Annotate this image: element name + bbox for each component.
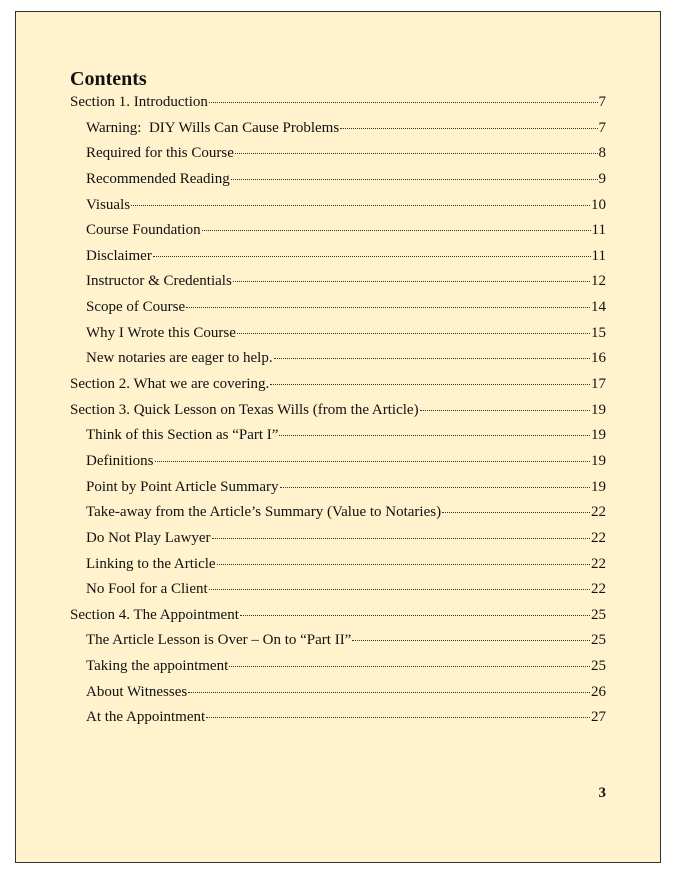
dot-leader bbox=[188, 692, 590, 693]
toc-subsection-entry[interactable] bbox=[70, 449, 606, 475]
toc-entry-title: About Witnesses bbox=[86, 683, 188, 700]
dot-leader bbox=[270, 384, 590, 385]
dot-leader bbox=[131, 205, 590, 206]
dot-leader bbox=[153, 256, 591, 257]
toc-subsection-entry[interactable] bbox=[70, 654, 606, 680]
toc-subsection-entry[interactable] bbox=[70, 141, 606, 167]
dot-leader bbox=[202, 230, 591, 231]
dot-leader bbox=[231, 179, 598, 180]
toc-subsection-entry[interactable] bbox=[70, 500, 606, 526]
toc-entry-title: Scope of Course bbox=[86, 299, 186, 316]
toc-subsection-entry[interactable] bbox=[70, 346, 606, 372]
toc-subsection-entry[interactable] bbox=[70, 552, 606, 578]
dot-leader bbox=[442, 512, 590, 513]
dot-leader bbox=[233, 281, 590, 282]
toc-entry-title: Required for this Course bbox=[86, 145, 234, 162]
toc-entry-page: 12 bbox=[591, 273, 606, 290]
toc-entry-title: Linking to the Article bbox=[86, 555, 216, 572]
toc-entry-title: Point by Point Article Summary bbox=[86, 478, 279, 495]
dot-leader bbox=[209, 102, 598, 103]
toc-subsection-entry[interactable] bbox=[70, 244, 606, 270]
dot-leader bbox=[240, 615, 590, 616]
dot-leader bbox=[212, 538, 590, 539]
dot-leader bbox=[229, 666, 590, 667]
toc-entry-page: 7 bbox=[598, 94, 606, 110]
dot-leader bbox=[206, 717, 590, 718]
toc-entry-page: 22 bbox=[591, 529, 606, 546]
toc-subsection-entry[interactable] bbox=[70, 628, 606, 654]
toc-entry-title: Recommended Reading bbox=[86, 170, 230, 187]
toc-entry-page: 22 bbox=[591, 504, 606, 521]
dot-leader bbox=[235, 153, 598, 154]
toc-subsection-entry[interactable] bbox=[70, 193, 606, 219]
table-of-contents bbox=[70, 90, 606, 731]
dot-leader bbox=[352, 640, 590, 641]
toc-entry-page: 27 bbox=[591, 709, 606, 726]
toc-entry-title: Taking the appointment bbox=[86, 658, 229, 675]
dot-leader bbox=[280, 487, 590, 488]
toc-entry-title: Visuals bbox=[86, 196, 131, 213]
toc-subsection-entry[interactable] bbox=[70, 218, 606, 244]
toc-subsection-entry[interactable] bbox=[70, 116, 606, 142]
dot-leader bbox=[274, 358, 590, 359]
toc-entry-title: Section 2. What we are covering. bbox=[70, 376, 270, 393]
toc-entry-title: Section 1. Introduction bbox=[70, 94, 208, 110]
toc-subsection-entry[interactable] bbox=[70, 526, 606, 552]
toc-subsection-entry[interactable] bbox=[70, 423, 606, 449]
page-number: 3 bbox=[598, 785, 606, 801]
toc-entry-title: Why I Wrote this Course bbox=[86, 324, 236, 341]
toc-entry-page: 11 bbox=[591, 247, 606, 264]
document-page bbox=[15, 11, 661, 863]
toc-entry-page: 16 bbox=[591, 350, 606, 367]
toc-entry-page: 25 bbox=[591, 606, 606, 623]
toc-subsection-entry[interactable] bbox=[70, 167, 606, 193]
toc-subsection-entry[interactable] bbox=[70, 680, 606, 706]
toc-entry-title: Take-away from the Article’s Summary (Value to Notaries) bbox=[86, 504, 442, 521]
toc-subsection-entry[interactable] bbox=[70, 321, 606, 347]
toc-entry-page: 10 bbox=[591, 196, 606, 213]
toc-entry-page: 25 bbox=[591, 658, 606, 675]
toc-entry-page: 19 bbox=[591, 401, 606, 418]
toc-entry-page: 17 bbox=[591, 376, 606, 393]
toc-entry-page: 11 bbox=[591, 222, 606, 239]
toc-entry-page: 19 bbox=[591, 452, 606, 469]
toc-entry-title: Instructor & Credentials bbox=[86, 273, 232, 290]
toc-entry-title: Think of this Section as “Part I” bbox=[86, 427, 279, 444]
toc-entry-title: Course Foundation bbox=[86, 222, 201, 239]
toc-entry-title: At the Appointment bbox=[86, 709, 206, 726]
toc-entry-title: Section 3. Quick Lesson on Texas Wills (from the Article) bbox=[70, 401, 419, 418]
toc-subsection-entry[interactable] bbox=[70, 295, 606, 321]
toc-entry-title: Definitions bbox=[86, 452, 154, 469]
toc-entry-page: 19 bbox=[591, 478, 606, 495]
toc-entry-title: Disclaimer bbox=[86, 247, 152, 264]
toc-entry-page: 19 bbox=[591, 427, 606, 444]
dot-leader bbox=[237, 333, 590, 334]
toc-entry-title: Section 4. The Appointment bbox=[70, 606, 239, 623]
toc-subsection-entry[interactable] bbox=[70, 475, 606, 501]
toc-entry-page: 7 bbox=[598, 119, 606, 136]
dot-leader bbox=[186, 307, 590, 308]
dot-leader bbox=[279, 435, 590, 436]
toc-entry-title: New notaries are eager to help. bbox=[86, 350, 273, 367]
toc-entry-page: 8 bbox=[598, 145, 606, 162]
toc-subsection-entry[interactable] bbox=[70, 269, 606, 295]
toc-entry-page: 14 bbox=[591, 299, 606, 316]
toc-section-entry[interactable] bbox=[70, 90, 606, 116]
toc-entry-title: The Article Lesson is Over – On to “Part II” bbox=[86, 632, 352, 649]
toc-subsection-entry[interactable] bbox=[70, 705, 606, 731]
toc-entry-page: 26 bbox=[591, 683, 606, 700]
toc-entry-title: Warning: DIY Wills Can Cause Problems bbox=[86, 119, 340, 136]
dot-leader bbox=[209, 589, 590, 590]
dot-leader bbox=[217, 564, 590, 565]
dot-leader bbox=[155, 461, 591, 462]
dot-leader bbox=[340, 128, 597, 129]
contents-heading: Contents bbox=[70, 68, 147, 90]
toc-entry-title: No Fool for a Client bbox=[86, 581, 208, 598]
toc-entry-page: 22 bbox=[591, 555, 606, 572]
toc-entry-page: 22 bbox=[591, 581, 606, 598]
toc-section-entry[interactable] bbox=[70, 603, 606, 629]
toc-subsection-entry[interactable] bbox=[70, 577, 606, 603]
dot-leader bbox=[420, 410, 590, 411]
toc-entry-page: 15 bbox=[591, 324, 606, 341]
toc-section-entry[interactable] bbox=[70, 372, 606, 398]
toc-entry-page: 25 bbox=[591, 632, 606, 649]
toc-entry-page: 9 bbox=[598, 170, 606, 187]
toc-section-entry[interactable] bbox=[70, 398, 606, 424]
toc-entry-title: Do Not Play Lawyer bbox=[86, 529, 211, 546]
